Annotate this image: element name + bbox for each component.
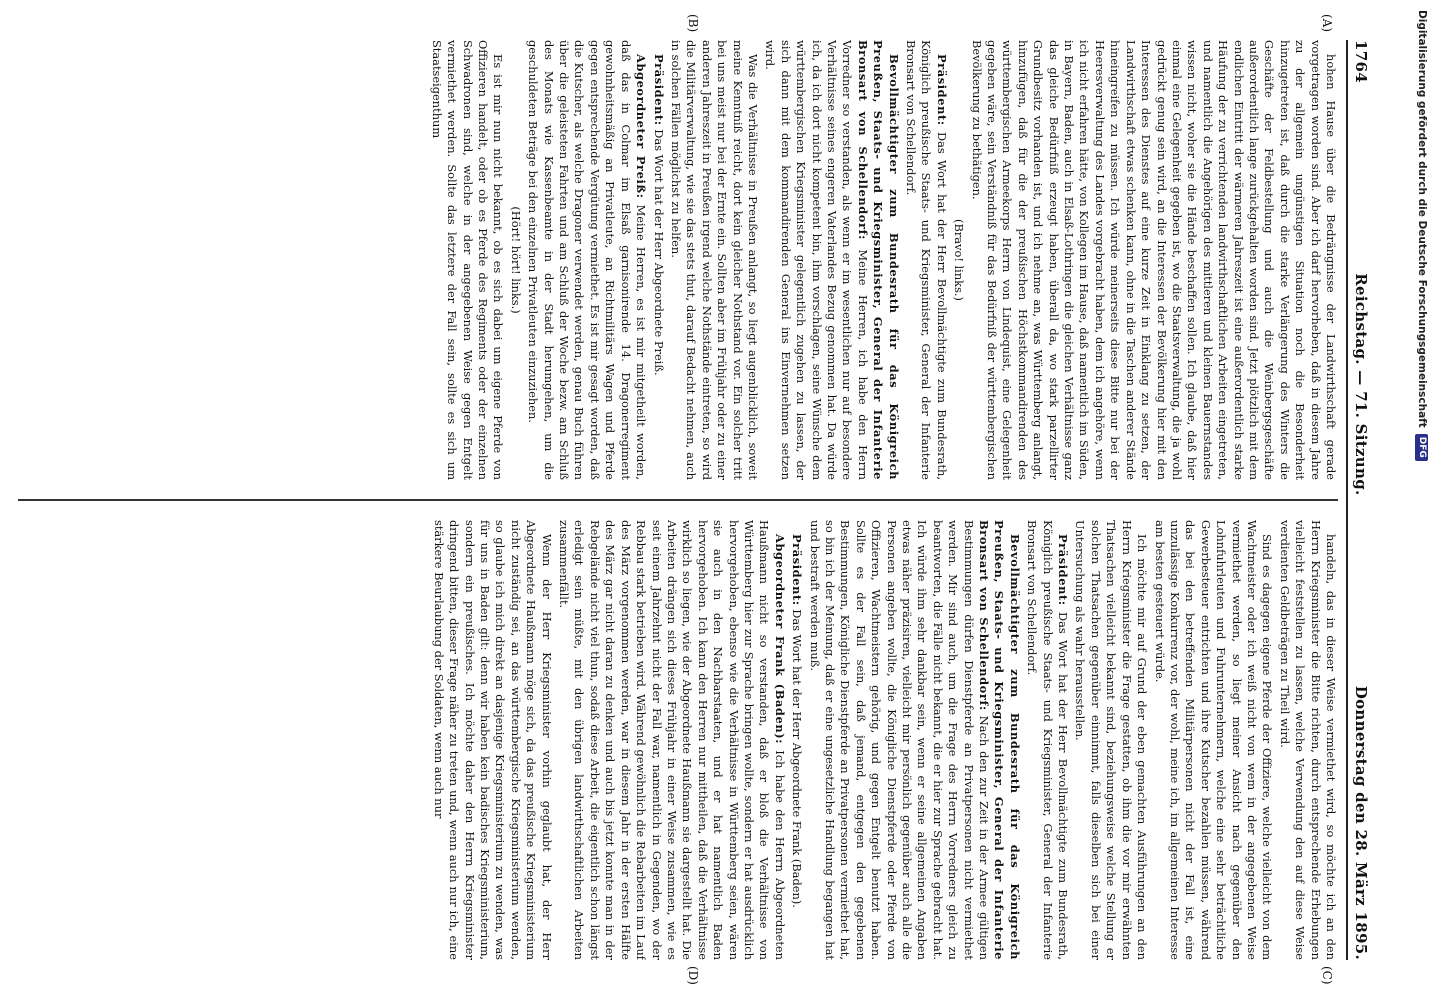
speaker-name: Abgeordneter Frank (Baden): — [772, 534, 787, 745]
paragraph: hohen Hause über die Bedrängnisse der Landwirthschaft gerade vorgetragen worden sind. Aber ich darf hervorheben, daß in diesem Jahre zu der allgemein ungünstigen Situation noch die Besonderheit hinzugetreten ist, daß durch die starke Verlängerung des Winters die Geschäfte der Feldbestellung und auch die Weinbergsgeschäfte außerordentlich lange zurückgehalten worden sind. Jetzt plötzlich mit dem endlichen Eintritt der wärmeren Jahreszeit ist eine außerordentlich starke Häufung der zu verrichtenden landwirthschaftlichen Arbeiten eingetreten, und namentlich die Angehörigen des mittleren und kleinen Bauernstandes wissen nicht, woher sie die Hände beschaffen sollen. Ich glaube, daß hier einmal eine Gelegenheit gegeben ist, wo die Staatsverwaltung, die ja wohl gedrückt genug sein wird, an die Interessen der Bevölkerung hier mit den Interessen des Dienstes auf eine kurze Zeit in Einklang zu setzen, der Landwirthschaft etwas schenken kann, ohne in die Taschen anderer Stände hineingreifen zu müssen. Ich würde meinerseits diese Bitte nur bei der Heeresverwaltung des Landes vorgebracht haben, dem ich angehöre, wenn ich nicht erfahren hätte, von Kollegen im Hause, daß namentlich im Süden, in Bayern, Baden, auch in Elsaß-Lothringen die gleichen Verhältnisse ganz das gleiche Bedürfniß erzeugt haben, überall da, wo stark parzellirter Grundbesitz vorhanden ist, und ich nehme an, was Württemberg anlangt, hinzufügen, daß für die der preußischen Höchstkommandirenden des württembergischen Armeekorps Herrn von Lindequist, eine Gelegenheit gegeben wäre, sein Verständniß für das Bedürfniß der württembergischen Bevölkerung zu bethätigen. — [969, 40, 1338, 480]
speaker-name: Bevollmächtigter zum Bundesrath für das Königreich Preußen, Staats- und Kriegsminister, General der Infanterie Bronsart von Schellendorf: — [977, 520, 1022, 960]
running-head — [1352, 40, 1392, 960]
margin-mark-d: (D) — [686, 966, 700, 985]
speaker-name: Bevollmächtigter zum Bundesrath für das Königreich Preußen, Staats- und Kriegsminister, General der Infanterie Bronsart von Schellendorf: — [855, 40, 901, 480]
dfg-logo: DFG — [1416, 434, 1429, 461]
speaker-name: Präsident: — [1056, 534, 1071, 606]
digitization-strip — [1414, 10, 1430, 990]
paragraph: Abgeordneter Preiß: Meine Herren, es ist mir mitgetheilt worden, daß das in Colmar im Elsaß garnisonirende 14. Dragonerregiment gewohnheitsmäßig an Privatleute, an Richtmilitärs Wagen und Pferde gegen entsprechende Vergütung vermiethet. Es ist mir gesagt worden, daß die Kutscher, als welche Dragoner verwendet werden, genau Buch führen über die geleisteten Fahrten und am Schluß der Woche bezw. am Schluß des Monats wie Kassenbeamte in der Stadt herumgehen, um die geschuldeten Beträge bei den einzelnen Privatleuten einzuziehen. — [526, 40, 649, 480]
column-rule — [18, 499, 1338, 501]
paragraph: Sind es dagegen eigene Pferde der Offiziere, welche vielleicht von dem Wachtmeister oder ich weiß nicht von wem in der angegebenen Weise vermiethet werden, so liegt meiner Ansicht nach gegenüber den Lohnfuhrleuten und Fuhrunternehmern, welche eine sehr beträchtliche Gewerbesteuer entrichten und ihre Kutscher bezahlen müssen, während das bei den betreffenden Militärpersonen nicht der Fall ist, eine unzulässige Konkurrenz vor, der wohl, meine ich, im allgemeinen Interesse am besten gesteuert würde. — [1152, 520, 1275, 960]
speaker-name: Präsident: — [651, 54, 666, 126]
paragraph: Ich möchte mir auf Grund der eben gemachten Ausführungen an den Herrn Kriegsminister die Frage gestatten, ob ihm die vor mir erwähnten Thatsachen vielleicht bekannt sind, beziehungsweise welche Stellung er solchen Thatsachen gegenüber einnimmt, falls dieselben sich bei einer Untersuchung als wahr herausstellen. — [1073, 520, 1150, 960]
margin-mark-b: (B) — [686, 14, 700, 33]
digitization-credit: Digitalisierung gefördert durch die Deutsche Forschungsgemeinschaft — [1416, 10, 1428, 428]
header-rule — [1346, 40, 1348, 960]
paragraph: Präsident: Das Wort hat der Herr Abgeordnete Preiß. — [651, 54, 666, 376]
paragraph: Abgeordneter Frank (Baden): Ich habe den Herrn Abgeordneten Haußmann nicht so verstanden, daß er bloß die Verhältnisse von Württemberg hier zur Sprache bringen wollte, sondern er hat ausdrücklich hervorgehoben, ebenso wie die Verhältnisse in Württemberg seien, wären sie auch in den Nachbarstaaten, und er hat namentlich Baden hervorgehoben. Ich kann den Herren nur mittheilen, daß die Verhältnisse wirklich so liegen, wie der Abgeordnete Haußmann sie dargestellt hat. Die Arbeiten drängen sich dieses Frühjahr in einer Weise zusammen, wie es seit einem Jahrzehnt nicht der Fall war, namentlich in Gegenden, wo der Rebbau stark betrieben wird. Während gewöhnlich die Rebarbeiten im Lauf des März vorgenommen werden, war in diesem Jahr in der ersten Hälfte des März gar nicht daran zu denken und auch bis jetzt konnte man in der Rebgelände nicht viel thun, sodaß diese Arbeit, die eigentlich schon längst erledigt sein müßte, mit den übrigen landwirthschaftlichen Arbeiten zusammenfällt. — [557, 520, 787, 960]
paragraph: Präsident: Das Wort hat der Herr Bevollmächtigte zum Bundesrath, Königlich preußische Staats- und Kriegsminister, General der Infanterie Bronsart von Schellendorf. — [904, 40, 949, 480]
speaker-name: Abgeordneter Preiß: — [634, 54, 649, 199]
session-title: Reichstag. — 71. Sitzung. — [1352, 273, 1370, 496]
left-column — [18, 40, 1338, 480]
paragraph: Bevollmächtigter zum Bundesrath für das Königreich Preußen, Staats- und Kriegsminister, General der Infanterie Bronsart von Schellendorf: Meine Herren, ich habe den Herrn Vorredner so verstanden, als wenn er im wesentlichen nur auf besondere Verhältnisse seines engeren Vaterlandes Bezug genommen hat. Da würde ich, da ich dort nicht kompetent bin, ihm vorschlagen, seine Wünsche dem württembergischen Kriegsminister gelegentlich zugehen zu lassen, der sich dann mit dem kommandirenden General ins Einvernehmen setzen wird. — [763, 40, 901, 480]
session-date: Donnerstag den 28. März 1895. — [1352, 685, 1370, 960]
paragraph: Präsident: Das Wort hat der Herr Abgeordnete Frank (Baden). — [790, 534, 805, 908]
paragraph: Es ist mir nun nicht bekannt, ob es sich dabei um eigene Pferde von Offizieren handelt, oder ob es Pferde des Regiments oder der einzelnen Schwadronen sind, welche in der angegebenen Weise gegen Entgelt vermiethet werden. Sollte das letztere der Fall sein, sollte es sich um Staatseigenthum — [429, 40, 506, 480]
speaker-name: Präsident: — [934, 54, 949, 126]
right-column — [18, 520, 1338, 960]
page-number: 1764 — [1352, 40, 1370, 83]
paragraph: handeln, das in dieser Weise vermiethet wird, so möchte ich an den Herrn Kriegsminister die Bitte richten, durch entsprechende Erhebungen vielleicht feststellen zu lassen, welche Verwendung den auf diese Weise verdienten Geldbeträgen zu Theil wird. — [1277, 520, 1338, 960]
margin-mark-c: (C) — [1320, 966, 1334, 985]
paragraph: Wenn der Herr Kriegsminister vorhin geglaubt hat, der Herr Abgeordnete Haußmann möge sich, da das preußische Kriegsministerium nicht zuständig sei, an das württembergische Kriegsministerium wenden, so glaube ich mich direkt an dasjenige Kriegsministerium zu wenden, was für uns in Baden gilt: denn wir haben kein badisches Kriegsministerium, sondern ein preußisches. Ich möchte daher den Herrn Kriegsminister dringend bitten, dieser Frage näher zu treten und, wenn auch nur ich, eine stärkere Beurlaubung der Soldaten, wenn auch nur — [431, 520, 554, 960]
paragraph: Was die Verhältnisse in Preußen anlangt, so liegt augenblicklich, soweit meine Kenntniß reicht, dort kein gleicher Nothstand vor. Ein solcher tritt bei uns meist nur bei der Ernte ein. Sollten aber im Frühjahr oder zu einer anderen Jahreszeit in Preußen irgend welche Nothstände eintreten, so wird die Militärverwaltung, wie sie das stets thut, darauf Bedacht nehmen, auch in solchen Fällen möglichst zu helfen. — [668, 40, 760, 480]
speaker-name: Präsident: — [790, 534, 805, 606]
margin-mark-a: (A) — [1320, 14, 1334, 33]
paragraph: (Bravo! links.) — [952, 219, 967, 301]
paragraph: (Hört! hört! links.) — [508, 206, 523, 314]
paragraph: Bevollmächtigter zum Bundesrath für das Königreich Preußen, Staats- und Kriegsminister, General der Infanterie Bronsart von Schellendorf: Nach den zur Zeit in der Armee gültigen Bestimmungen dürfen Dienstpferde an Privatpersonen nicht vermiethet werden. Mir sind auch, um die Frage des Herrn Vorredners gleich zu beantworten, die Fälle nicht bekannt, die er hier zur Sprache gebracht hat. Ich würde ihm sehr dankbar sein, wenn er seine allgemeinen Angaben etwas näher präzisiren, vielleicht mir persönlich gegenüber auch alle die Personen angeben wollte, die Königliche Dienstpferde oder Pferde von Offizieren, Wachtmeistern gehörig, und gegen Entgelt benutzt haben. Sollte es der Fall sein, daß jemand, entgegen den gegebenen Bestimmungen, Königliche Dienstpferde an Privatpersonen vermiethet hat, so bin ich der Meinung, daß er eine ungesetzliche Handlung begangen hat und bestraft werden muß. — [807, 520, 1022, 960]
paragraph: Präsident: Das Wort hat der Herr Bevollmächtigte zum Bundesrath, Königlich preußische Staats- und Kriegsminister, General der Infanterie Bronsart von Schellendorf. — [1025, 520, 1071, 960]
